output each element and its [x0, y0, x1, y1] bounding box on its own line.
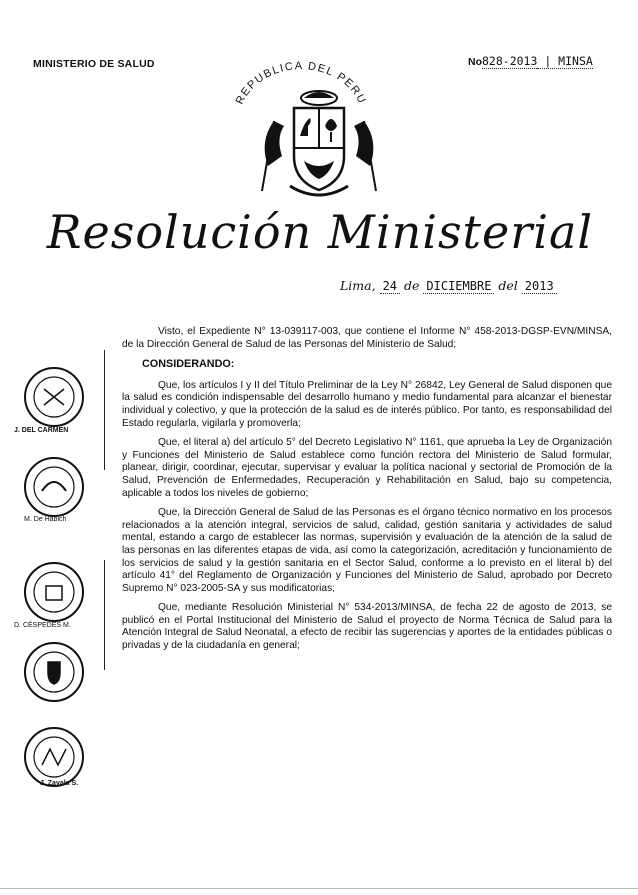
document-body — [122, 326, 612, 660]
date-month: DICIEMBRE — [423, 279, 494, 294]
date-de1: de — [404, 278, 420, 293]
coat-of-arms-icon — [254, 86, 384, 202]
date-de2: del — [498, 278, 518, 293]
seal-signature-label: M. De Habich — [24, 516, 67, 523]
number-handwritten: 828-2013 — [482, 54, 538, 68]
paragraph-resolucion: Que, mediante Resolución Ministerial N° 534-2013/MINSA, de fecha 22 de agosto de 2013, se publicó en el Portal Institucional del Ministerio de Salud el proyecto de Norma Técnica de Salud para la Atención Integral de Salud Neonatal, a efecto de recibir las sugerencias y aportes de la entidades públicas o privadas y de la ciudadanía en general; — [122, 602, 612, 652]
document-title: Resolución Ministerial — [46, 205, 594, 259]
seal-icon — [22, 640, 86, 704]
margin-rule — [104, 350, 105, 470]
page-bottom-rule — [0, 888, 638, 889]
seal-icon — [22, 365, 86, 429]
paragraph-visto: Visto, el Expediente N° 13-039117-003, que contiene el Informe N° 458-2013-DGSP-EVN/MINSA, de la Dirección General de Salud de las Personas del Ministerio de Salud; — [122, 326, 612, 350]
seal-signature-label: D. CÉSPEDES M. — [14, 622, 71, 629]
seal-signature-label: J. DEL CARMEN — [14, 427, 69, 434]
paragraph-direccion: Que, la Dirección General de Salud de las Personas es el órgano técnico normativo en los procesos relacionados a la atención integral, servicios de salud, calidad, gestión sanitaria y actividades de salud mental, estando a cargo de establecer las normas, supervisión y evaluación de la atención de la salud de las personas en las diferentes etapas de vida, así como la categorización, acreditación y funcionamiento de los servicios de salud y la gestión sanitaria en el Sector Salud, conforme a lo previsto en el literal b) del artículo 41° del Reglamento de Organización y Funciones del Ministerio de Salud, aprobado por Decreto Supremo N° 023-2005-SA y sus modificatorias; — [122, 507, 612, 594]
date-year: 2013 — [522, 279, 557, 294]
paragraph-ley-general: Que, los artículos I y II del Título Preliminar de la Ley N° 26842, Ley General de Salud disponen que la salud es condición indispensable del desarrollo humano y medio fundamental para alcanzar el bienestar individual y colectivo, y que la protección de la salud es de interés público. Por tanto, es responsabilidad del Estado regularla, vigilarla y promoverla; — [122, 379, 612, 429]
seal-icon — [22, 455, 86, 519]
date-line — [340, 278, 557, 293]
seal-signature-label: J. Zavala S. — [40, 780, 79, 787]
svg-text:REPUBLICA DEL PERU: REPUBLICA DEL PERU — [233, 60, 369, 107]
resolution-number — [468, 54, 593, 68]
margin-rule — [104, 560, 105, 670]
date-day: 24 — [380, 279, 400, 294]
seal-icon — [22, 560, 86, 624]
paragraph-decreto: Que, el literal a) del artículo 5° del Decreto Legislativo N° 1161, que aprueba la Ley de Organización y Funciones del Ministerio de Salud establece como función rectora del Ministerio de Salud formular, planear, dirigir, coordinar, ejecutar, supervisar y evaluar la política nacional y sectorial de Promoción de la Salud, Prevención de Enfermedades, Recuperación y Rehabilitación en Salud, bajo su competencia, aplicable a todos los niveles de gobierno; — [122, 437, 612, 499]
ministry-header: MINISTERIO DE SALUD — [33, 58, 155, 70]
date-city: Lima, — [340, 278, 376, 293]
number-prefix: No — [468, 56, 482, 68]
number-suffix: | MINSA — [537, 54, 593, 68]
considerando-heading: CONSIDERANDO: — [142, 358, 235, 371]
